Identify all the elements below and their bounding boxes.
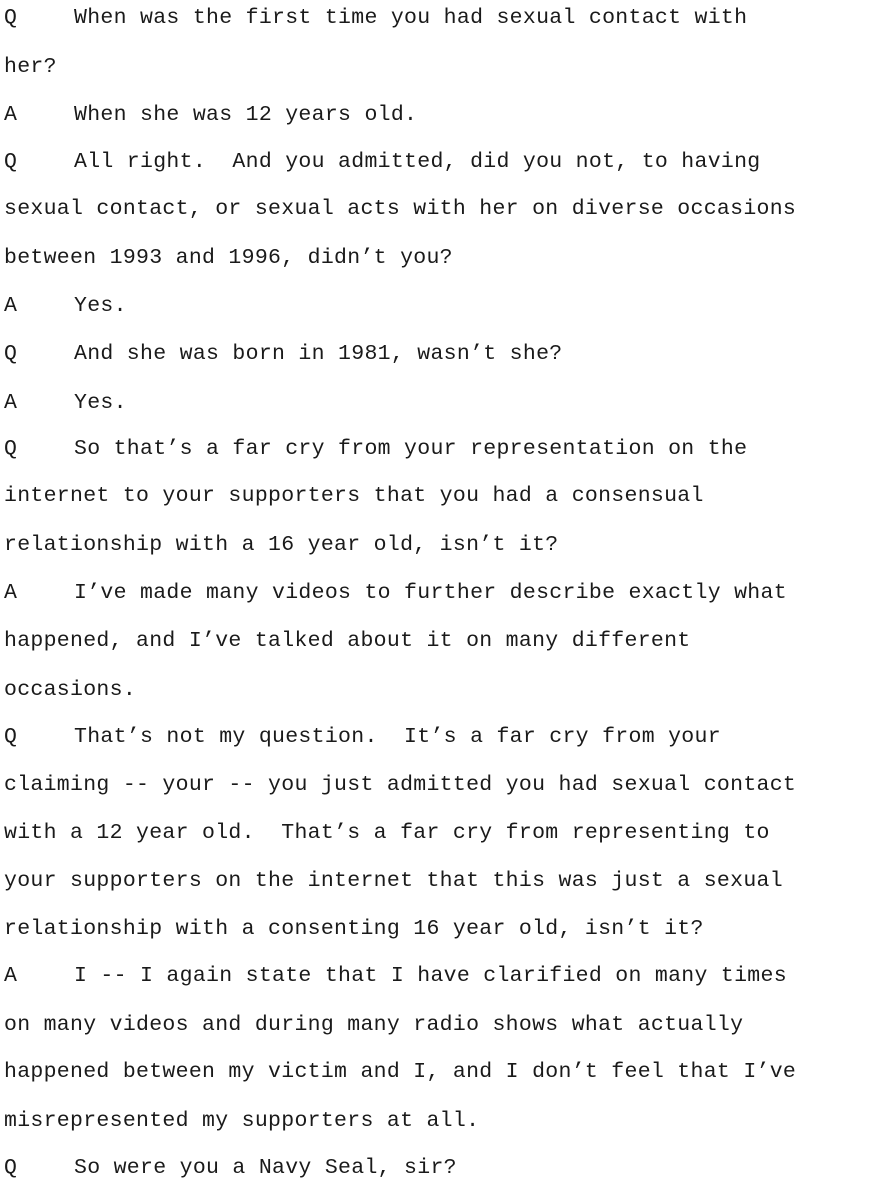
transcript-line-7 — [4, 294, 127, 318]
line-text: misrepresented my supporters at all. — [4, 1109, 480, 1133]
transcript-line-14 — [4, 629, 691, 653]
transcript-line-17 — [4, 773, 796, 797]
transcript-line-15 — [4, 678, 136, 702]
transcript-line-9 — [4, 391, 127, 415]
transcript-line-18 — [4, 821, 770, 845]
line-text: I’ve made many videos to further describe exactly what — [74, 581, 787, 605]
transcript-line-11 — [4, 484, 704, 508]
transcript-line-25 — [4, 1156, 457, 1180]
line-text: So that’s a far cry from your representation on the — [74, 437, 748, 461]
line-text: That’s not my question. It’s a far cry from your — [74, 725, 721, 749]
transcript-line-16 — [4, 725, 721, 749]
line-text: When she was 12 years old. — [74, 103, 418, 127]
line-text: her? — [4, 55, 57, 79]
transcript-line-10 — [4, 437, 747, 461]
line-text: happened, and I’ve talked about it on many different — [4, 629, 691, 653]
transcript-line-23 — [4, 1060, 796, 1084]
line-text: occasions. — [4, 678, 137, 702]
speaker-label: A — [4, 964, 18, 988]
transcript-line-20 — [4, 917, 704, 941]
transcript-line-6 — [4, 246, 453, 270]
transcript-line-4 — [4, 150, 761, 174]
transcript-line-1 — [4, 6, 747, 30]
line-text: Yes. — [74, 391, 127, 415]
speaker-label: A — [4, 294, 18, 318]
transcript-line-22 — [4, 1013, 743, 1037]
speaker-label: Q — [4, 725, 18, 749]
speaker-label: Q — [4, 150, 18, 174]
transcript-line-5 — [4, 197, 796, 221]
line-text: So were you a Navy Seal, sir? — [74, 1156, 457, 1180]
transcript-line-8 — [4, 342, 562, 366]
line-text: All right. And you admitted, did you not, to having — [74, 150, 761, 174]
line-text: happened between my victim and I, and I don’t feel that I’ve — [4, 1060, 797, 1084]
transcript-line-13 — [4, 581, 787, 605]
speaker-label: A — [4, 103, 18, 127]
line-text: your supporters on the internet that this was just a sexual — [4, 869, 783, 893]
line-text: between 1993 and 1996, didn’t you? — [4, 246, 453, 270]
speaker-label: A — [4, 391, 18, 415]
speaker-label: A — [4, 581, 18, 605]
line-text: I -- I again state that I have clarified on many times — [74, 964, 787, 988]
transcript-line-19 — [4, 869, 783, 893]
transcript-line-2 — [4, 55, 57, 79]
transcript-line-24 — [4, 1109, 479, 1133]
transcript-line-21 — [4, 964, 787, 988]
line-text: with a 12 year old. That’s a far cry from representing to — [4, 821, 770, 845]
line-text: internet to your supporters that you had a consensual — [4, 484, 704, 508]
line-text: relationship with a consenting 16 year old, isn’t it? — [4, 917, 704, 941]
line-text: Yes. — [74, 294, 127, 318]
transcript-line-12 — [4, 533, 559, 557]
transcript-line-3 — [4, 103, 417, 127]
speaker-label: Q — [4, 1156, 18, 1180]
speaker-label: Q — [4, 437, 18, 461]
line-text: claiming -- your -- you just admitted you had sexual contact — [4, 773, 797, 797]
speaker-label: Q — [4, 342, 18, 366]
line-text: When was the first time you had sexual contact with — [74, 6, 748, 30]
line-text: on many videos and during many radio shows what actually — [4, 1013, 744, 1037]
line-text: And she was born in 1981, wasn’t she? — [74, 342, 563, 366]
line-text: relationship with a 16 year old, isn’t it? — [4, 533, 559, 557]
line-text: sexual contact, or sexual acts with her on diverse occasions — [4, 197, 797, 221]
speaker-label: Q — [4, 6, 18, 30]
